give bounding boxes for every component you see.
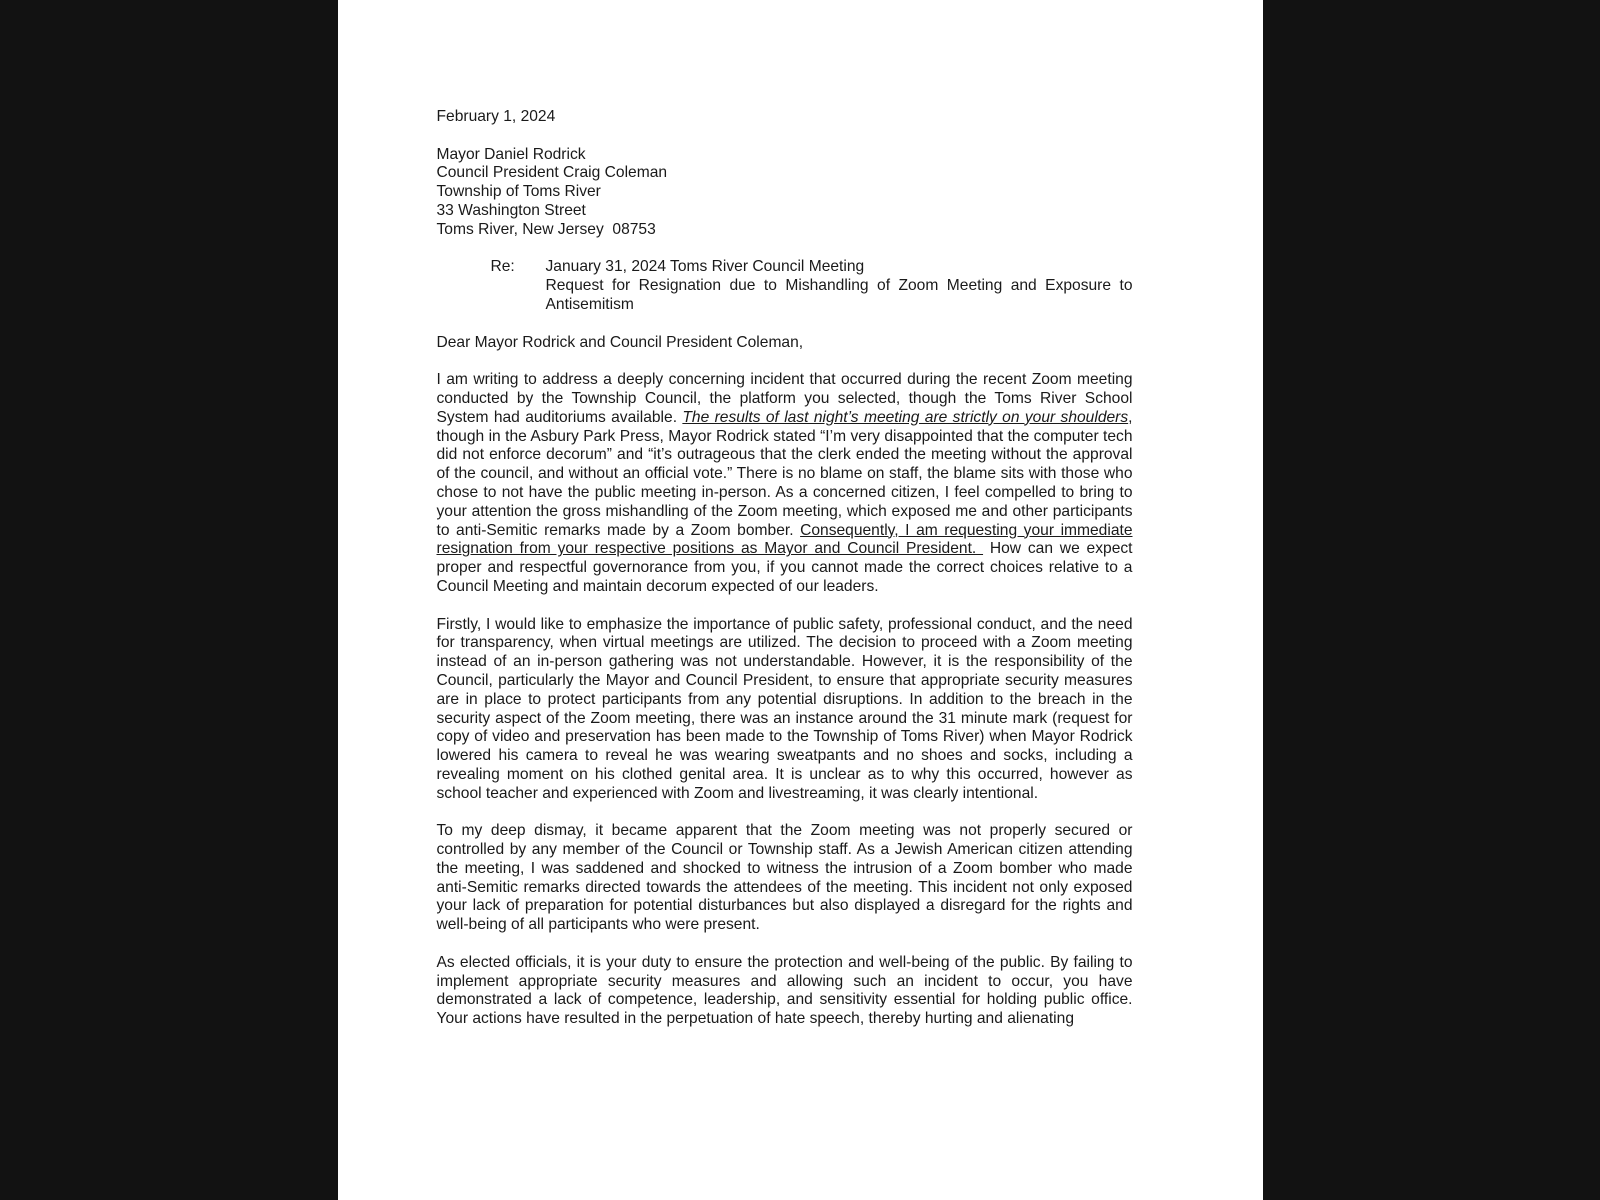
recipient-line: Toms River, New Jersey 08753: [436, 220, 656, 238]
re-subject-line2: Request for Resignation due to Mishandling of Zoom Meeting and Exposure to Antisemitism: [545, 277, 1133, 313]
letter-body: [437, 371, 1133, 1029]
re-block: [437, 258, 1133, 314]
paragraph-segment-plain: As elected officials, it is your duty to ensure the protection and well-being of the public. By failing to implement appropriate security measures and allowing such an incident to occur, you have demonstrated a lack of competence, leadership, and sensitivity essential for holding public office. Your actions have resulted in the perpetuation of hate speech, thereby hurting and alienating: [436, 953, 1133, 1028]
letter-paragraph: [437, 616, 1133, 804]
re-label: Re:: [490, 258, 515, 276]
recipient-line: 33 Washington Street: [436, 201, 586, 219]
paragraph-segment-plain: I am writing to address a deeply concerning incident that occurred during the recent Zoom meeting conducted by the Township Council, the platform you selected, though the Toms River School System had auditoriums available.: [436, 371, 1133, 426]
paragraph-segment-italic-underline: The results of last night’s meeting are strictly on your shoulders: [682, 408, 1129, 426]
letter-paragraph: [437, 371, 1133, 597]
re-subject-line1: January 31, 2024 Toms River Council Meeting: [545, 258, 865, 276]
letter-paragraph: [437, 822, 1133, 935]
letter-page: [338, 0, 1263, 1200]
recipient-line: Township of Toms River: [436, 183, 601, 201]
re-subject: [546, 258, 1133, 314]
recipient-line: Council President Craig Coleman: [436, 164, 668, 182]
paragraph-segment-underline: Consequently, I am requesting your immediate resignation from your respective positions as Mayor and Council President.: [436, 521, 1133, 558]
salutation: Dear Mayor Rodrick and Council President Coleman,: [436, 333, 804, 351]
paragraph-segment-plain: To my deep dismay, it became apparent that the Zoom meeting was not properly secured or controlled by any member of the Council or Township staff. As a Jewish American citizen attending the meeting, I was saddened and shocked to witness the intrusion of a Zoom bomber who made anti-Semitic remarks directed towards the attendees of the meeting. This incident not only exposed your lack of preparation for potential disturbances but also displayed a disregard for the rights and well-being of all participants who were present.: [436, 822, 1133, 934]
paragraph-segment-plain: , though in the Asbury Park Press, Mayor Rodrick stated “I’m very disappointed that the computer tech did not enforce decorum” and “it’s outrageous that the clerk ended the meeting without the approval of the council, and without an official vote.” There is no blame on staff, the blame sits with those who chose to not have the public meeting in-person. As a concerned citizen, I feel compelled to bring to your attention the gross mishandling of the Zoom meeting, which exposed me and other participants to anti-Semitic remarks made by a Zoom bomber.: [436, 408, 1133, 539]
paragraph-segment-plain: Firstly, I would like to emphasize the importance of public safety, professional conduct, and the need for transparency, when virtual meetings are utilized. The decision to proceed with a Zoom meeting instead of an in-person gathering was not understandable. However, it is the responsibility of the Council, particularly the Mayor and Council President, to ensure that appropriate security measures are in place to protect participants from any potential disruptions. In addition to the breach in the security aspect of the Zoom meeting, there was an instance around the 31 minute mark (request for copy of video and preservation has been made to the Township of Toms River) when Mayor Rodrick lowered his camera to reveal he was wearing sweatpants and no shoes and socks, including a revealing moment on his clothed genital area. It is unclear as to why this occurred, however as school teacher and experienced with Zoom and livestreaming, it was clearly intentional.: [436, 615, 1133, 802]
letter-paragraph: [437, 954, 1133, 1029]
recipient-line: Mayor Daniel Rodrick: [436, 145, 586, 163]
letter-date: February 1, 2024: [436, 108, 556, 125]
paragraph-segment-plain: How can we expect proper and respectful governorance from you, if you cannot made the correct choices relative to a Council Meeting and maintain decorum expected of our leaders.: [436, 540, 1133, 595]
recipient-address-block: [437, 146, 1133, 240]
